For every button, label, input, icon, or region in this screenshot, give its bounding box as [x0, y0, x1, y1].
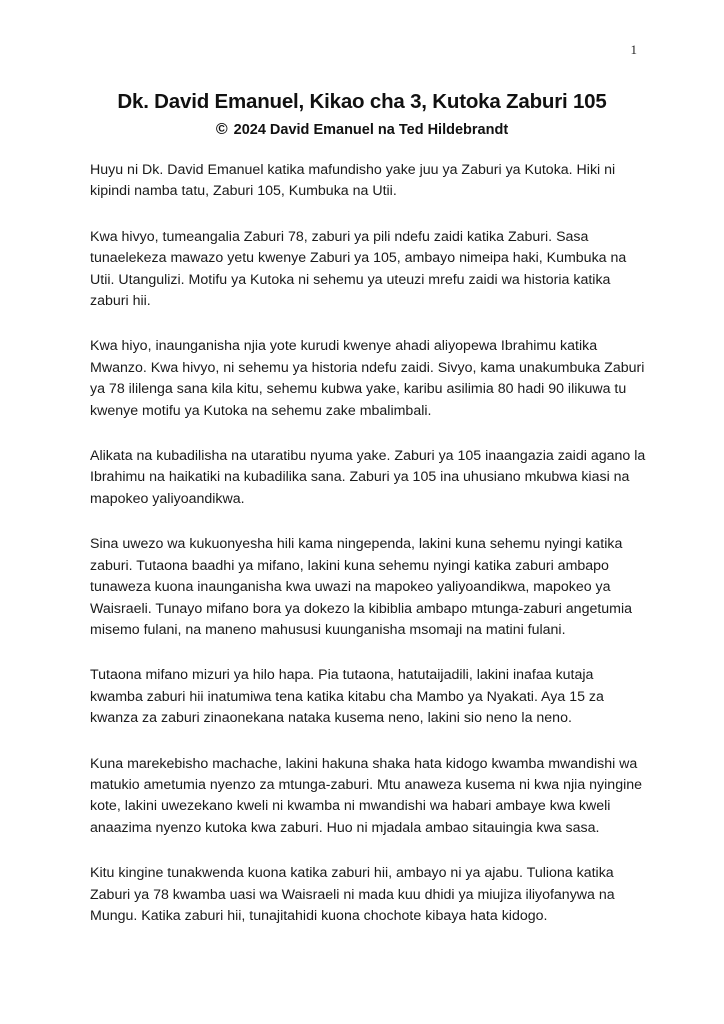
paragraph: Kwa hiyo, inaunganisha njia yote kurudi kwenye ahadi aliyopewa Ibrahimu katika Mwanzo. Kwa hivyo, ni sehemu ya historia ndefu zaidi. Sivyo, kama unakumbuka Zaburi ya 78 ililenga sana kila kitu, sehemu kubwa yake, karibu asilimia 80 hadi 90 ilikuwa tu kwenye motifu ya Kutoka na sehemu zake mbalimbali. — [90, 338, 645, 419]
paragraph: Kwa hivyo, tumeangalia Zaburi 78, zaburi ya pili ndefu zaidi katika Zaburi. Sasa tunaelekeza mawazo yetu kwenye Zaburi ya 105, ambayo nimeipa haki, Kumbuka na Utii. Utangulizi. Motifu ya Kutoka ni sehemu ya uteuzi mrefu zaidi wa historia katika zaburi hii. — [90, 228, 627, 310]
paragraph: Kuna marekebisho machache, lakini hakuna shaka hata kidogo kwamba mwandishi wa matukio ametumia nyenzo za mtunga-zaburi. Mtu anaweza kusema ni kwa njia nyingine kote, lakini uwezekano kweli ni kwamba ni mwandishi wa habari ambaye kwa kweli anaazima nyenzo kutoka kwa zaburi. Huo ni mjadala ambao sitauingia kwa sasa. — [90, 755, 643, 836]
copyright-symbol: © — [215, 121, 228, 138]
page-number: 1 — [630, 42, 637, 57]
copyright-text: 2024 David Emanuel na Ted Hildebrandt — [233, 122, 509, 138]
paragraph: Sina uwezo wa kukuonyesha hili kama ningependa, lakini kuna sehemu nyingi katika zaburi. Tutaona baadhi ya mifano, lakini kuna sehemu nyingi katika zaburi ambapo tunaweza kuona inaunganisha kwa uwazi na mapokeo yaliyoandikwa, mapokeo ya Waisraeli. Tunayo mifano bora ya dokezo la kibiblia ambapo mtunga-zaburi angetumia misemo fulani, na maneno mahususi kuunganisha msomaji na matini fulani. — [90, 536, 633, 638]
document-body — [90, 160, 648, 951]
paragraph: Alikata na kubadilisha na utaratibu nyuma yake. Zaburi ya 105 inaangazia zaidi agano la Ibrahimu na haikatiki na kubadilika sana. Zaburi ya 105 ina uhusiano mkubwa kiasi na mapokeo yaliyoandikwa. — [90, 448, 646, 507]
paragraph: Kitu kingine tunakwenda kuona katika zaburi hii, ambayo ni ya ajabu. Tuliona katika Zaburi ya 78 kwamba uasi wa Waisraeli ni mada kuu dhidi ya miujiza iliyofanywa na Mungu. Katika zaburi hii, tunajitahidi kuona chochote kibaya hata kidogo. — [90, 865, 615, 924]
document-title: Dk. David Emanuel, Kikao cha 3, Kutoka Zaburi 105 — [117, 90, 607, 113]
paragraph: Tutaona mifano mizuri ya hilo hapa. Pia tutaona, hatutaijadili, lakini inafaa kutaja kwamba zaburi hii inatumiwa tena katika kitabu cha Mambo ya Nyakati. Aya 15 za kwanza za zaburi zinaonekana nataka kusema neno, lakini sio neno la neno. — [90, 667, 604, 727]
copyright-line — [0, 121, 724, 139]
paragraph: Huyu ni Dk. David Emanuel katika mafundisho yake juu ya Zaburi ya Kutoka. Hiki ni kipindi namba tatu, Zaburi 105, Kumbuka na Utii. — [90, 162, 616, 200]
